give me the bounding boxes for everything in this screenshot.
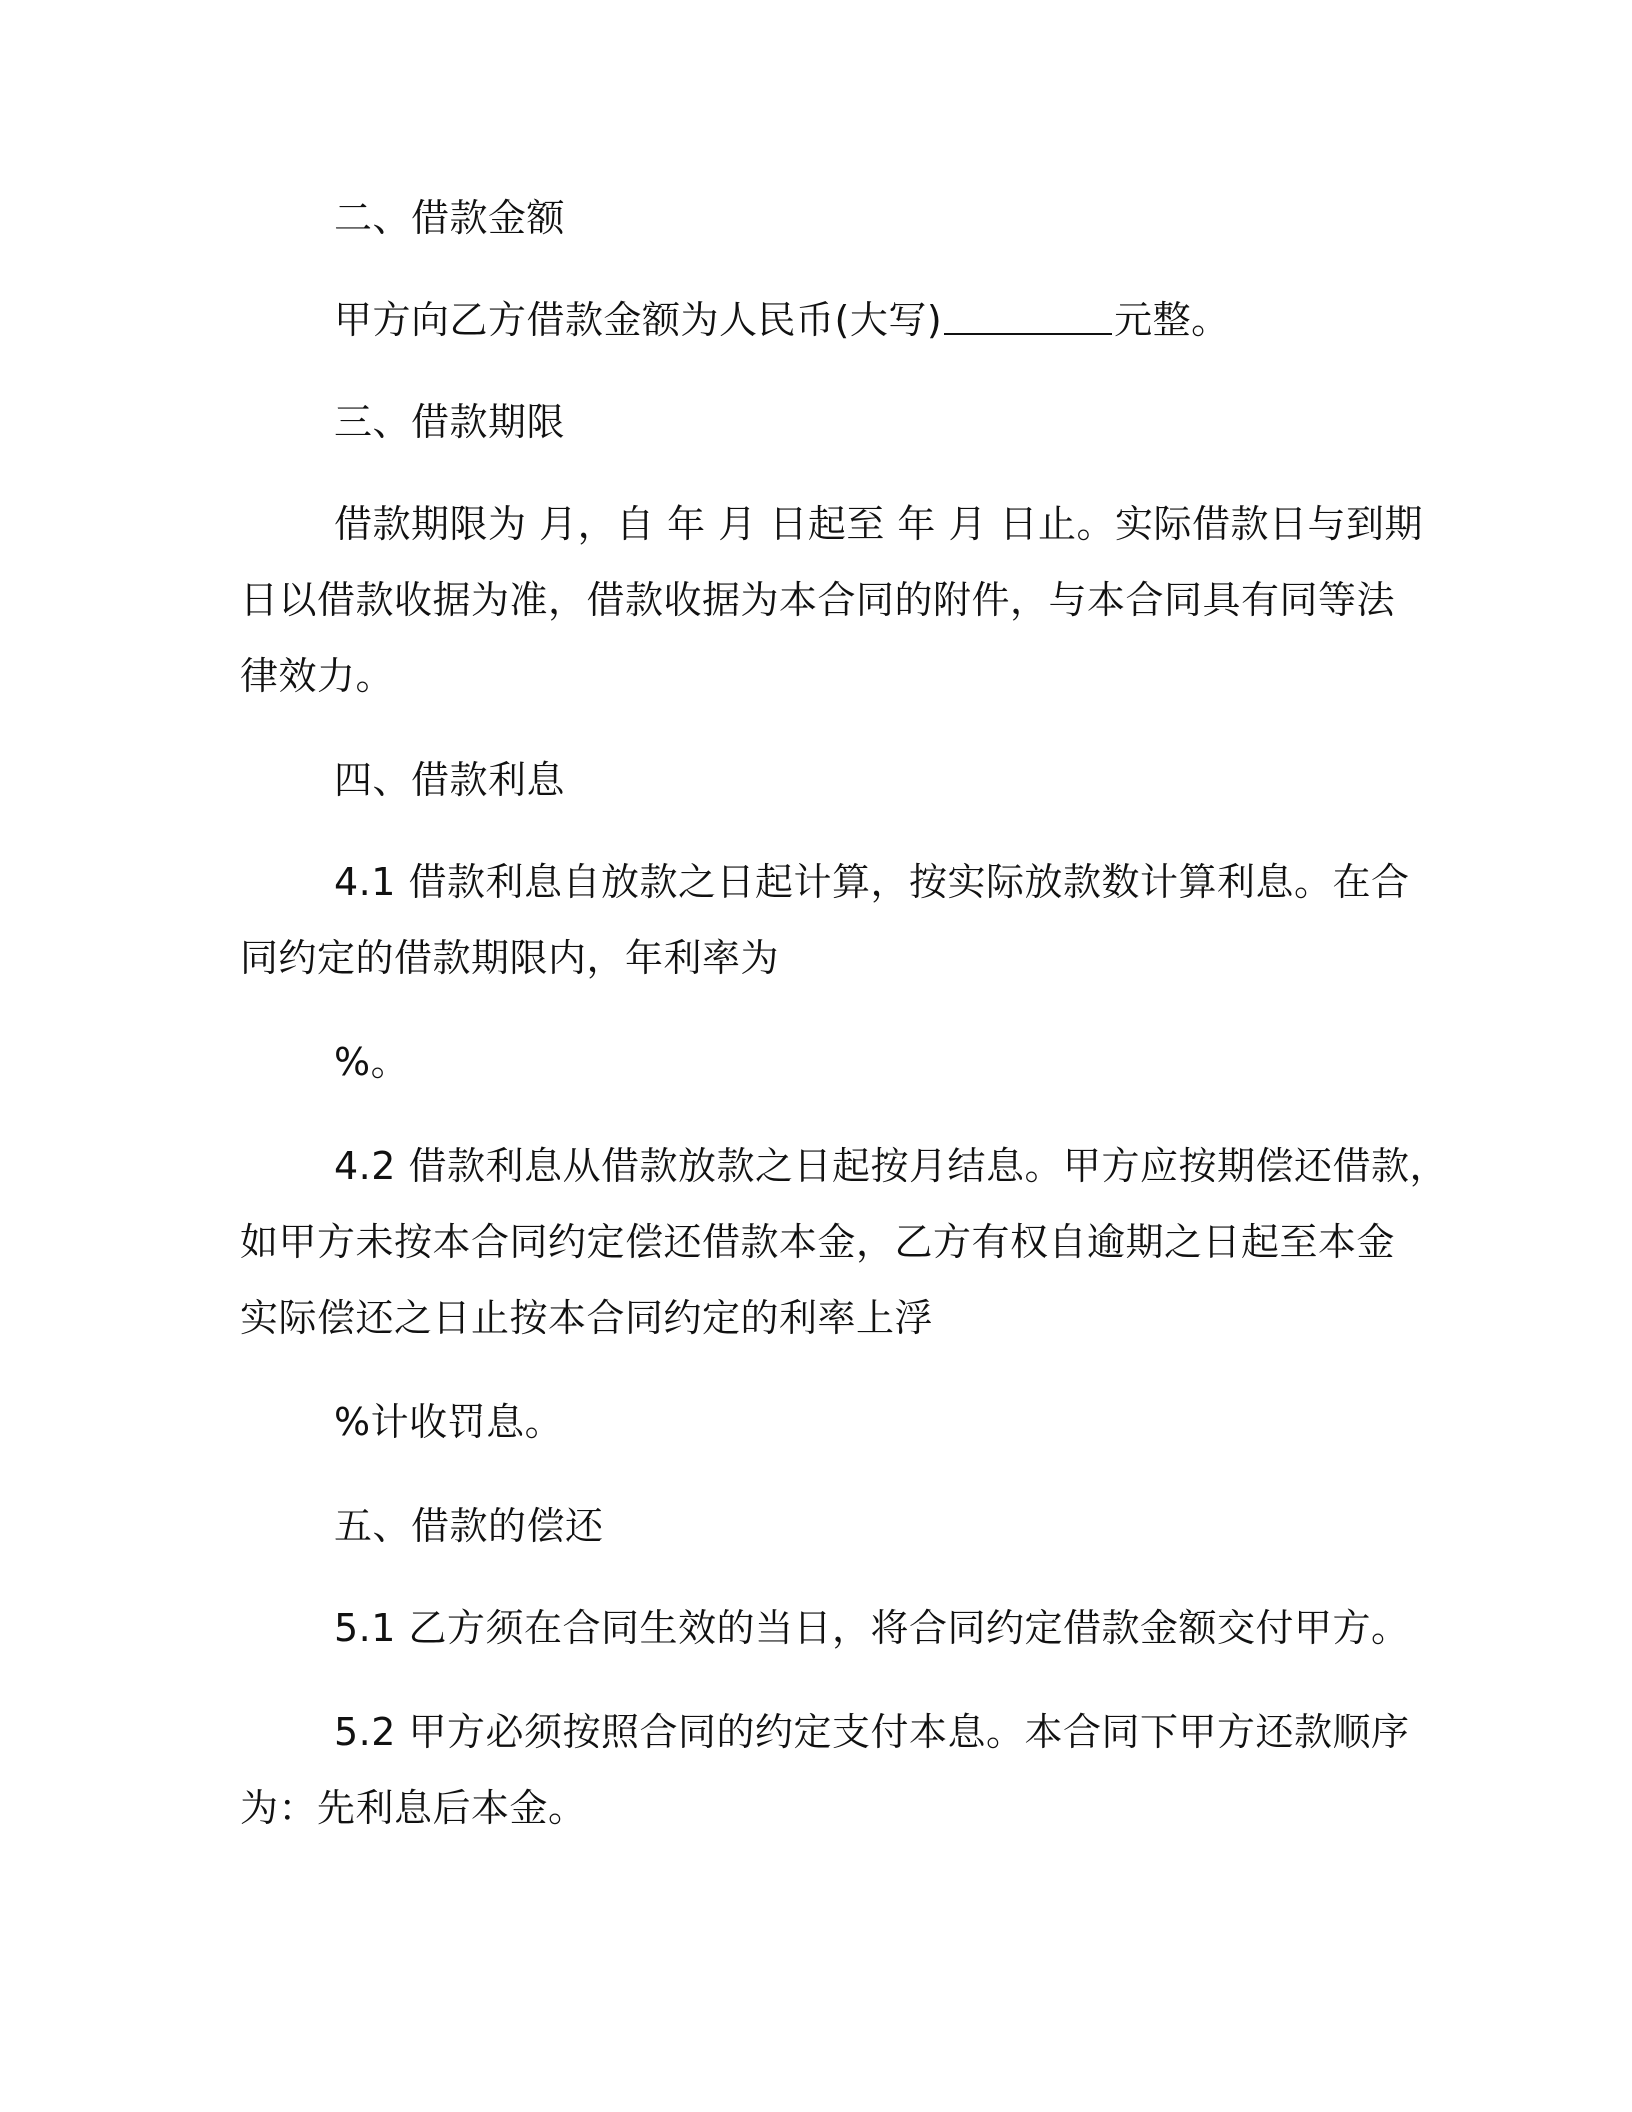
amount-blank-field[interactable] (944, 303, 1112, 335)
section-heading-loan-interest: 四、借款利息 (334, 758, 566, 802)
loan-term-line-1: 借款期限为 月，自 年 月 日起至 年 月 日止。实际借款日与到期 (334, 502, 1424, 546)
loan-amount-suffix: 元整。 (1114, 298, 1230, 342)
section-heading-loan-amount: 二、借款金额 (334, 196, 566, 240)
section-heading-loan-term: 三、借款期限 (334, 400, 566, 444)
clause-4-1-line-1: 4.1 借款利息自放款之日起计算，按实际放款数计算利息。在合 (334, 860, 1410, 904)
section-heading-repayment: 五、借款的偿还 (334, 1504, 604, 1548)
clause-4-2-line-4: %计收罚息。 (334, 1400, 564, 1444)
loan-term-line-2: 日以借款收据为准，借款收据为本合同的附件，与本合同具有同等法 (240, 578, 1396, 622)
clause-5-2-line-1: 5.2 甲方必须按照合同的约定支付本息。本合同下甲方还款顺序 (334, 1710, 1410, 1754)
loan-amount-paragraph (334, 298, 1474, 342)
clause-5-1: 5.1 乙方须在合同生效的当日，将合同约定借款金额交付甲方。 (334, 1606, 1410, 1650)
clause-5-2-line-2: 为：先利息后本金。 (240, 1786, 587, 1830)
clause-4-2-line-1: 4.2 借款利息从借款放款之日起按月结息。甲方应按期偿还借款， (334, 1144, 1449, 1188)
clause-4-1-line-3: %。 (334, 1040, 410, 1084)
clause-4-2-line-3: 实际偿还之日止按本合同约定的利率上浮 (240, 1296, 934, 1340)
loan-amount-text: 甲方向乙方借款金额为人民币(大写) (334, 298, 943, 342)
clause-4-1-line-2: 同约定的借款期限内，年利率为 (240, 936, 780, 980)
loan-term-line-3: 律效力。 (240, 654, 395, 698)
clause-4-2-line-2: 如甲方未按本合同约定偿还借款本金，乙方有权自逾期之日起至本金 (240, 1220, 1396, 1264)
